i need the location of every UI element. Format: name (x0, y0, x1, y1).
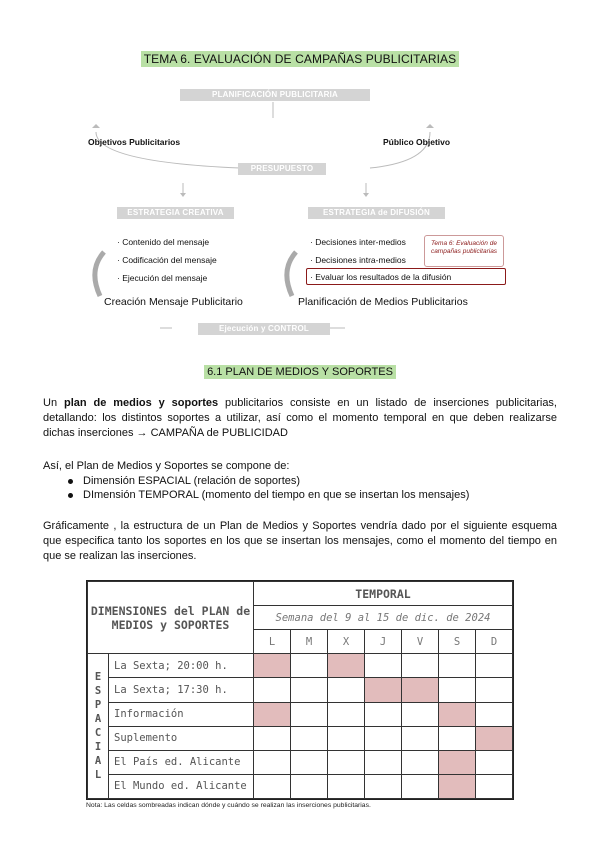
day-header: D (476, 630, 513, 654)
insertion-cell (402, 702, 439, 726)
insertion-cell (291, 750, 328, 774)
table-row (88, 750, 513, 774)
espacial-letter: E (94, 671, 102, 684)
espacial-letter: P (94, 699, 102, 712)
table-row (88, 702, 513, 726)
insertion-cell (365, 726, 402, 750)
dimensions-header: DIMENSIONES del PLAN de MEDIOS y SOPORTES (88, 582, 254, 654)
insertion-cell-shaded (439, 702, 476, 726)
presupuesto-box: PRESUPUESTO (238, 163, 326, 175)
insertion-cell (328, 774, 365, 798)
insertion-cell (476, 702, 513, 726)
insertion-cell (328, 726, 365, 750)
insertion-cell (328, 678, 365, 702)
planificacion-box: PLANIFICACIÓN PUBLICITARIA (180, 89, 370, 101)
insertion-cell (402, 750, 439, 774)
media-plan-table (86, 580, 514, 800)
insertion-cell-shaded (365, 678, 402, 702)
ejecucion-box: Ejecución y CONTROL (198, 323, 330, 335)
insertion-cell (291, 774, 328, 798)
insertion-cell (402, 726, 439, 750)
creativa-item: · Ejecución del mensaje (117, 273, 208, 283)
paragraph-compone: Así, el Plan de Medios y Soportes se compone de: (43, 460, 290, 472)
section-title: 6.1 PLAN DE MEDIOS Y SOPORTES (0, 366, 600, 378)
day-header: X (328, 630, 365, 654)
support-cell: La Sexta; 20:00 h. (109, 654, 254, 678)
tema6-callout: Tema 6: Evaluación de campañas publicitarias (424, 235, 504, 267)
espacial-label (88, 654, 109, 799)
insertion-cell (328, 702, 365, 726)
bold-term: plan de medios y soportes (63, 397, 219, 409)
table-row (88, 774, 513, 798)
creativa-item: · Codificación del mensaje (117, 255, 217, 265)
insertion-cell (291, 702, 328, 726)
difusion-item: · Decisiones inter-medios (310, 237, 406, 247)
day-header: S (439, 630, 476, 654)
difusion-item: · Decisiones intra-medios (310, 255, 406, 265)
objetivos-label: Objetivos Publicitarios (88, 137, 181, 147)
publico-label: Público Objetivo (383, 137, 451, 147)
day-header: J (365, 630, 402, 654)
insertion-cell (439, 678, 476, 702)
insertion-cell (402, 774, 439, 798)
insertion-cell-shaded (439, 750, 476, 774)
insertion-cell (476, 774, 513, 798)
insertion-cell (439, 726, 476, 750)
insertion-cell (476, 678, 513, 702)
paragraph-plan: Un plan de medios y soportes publicitarios consiste en un listado de inserciones publicitarias, detallando: los distintos soportes a utilizar, así como el momento temporal en que deben realizarse dichas inserciones → CAMPAÑA de PUBLICIDAD (43, 397, 557, 439)
insertion-cell-shaded (439, 774, 476, 798)
insertion-cell (365, 750, 402, 774)
insertion-cell (291, 654, 328, 678)
insertion-cell (365, 654, 402, 678)
dimension-list (60, 474, 469, 502)
espacial-letter: A (94, 713, 102, 726)
insertion-cell-shaded (254, 654, 291, 678)
difusion-item-evaluar: · Evaluar los resultados de la difusión (306, 268, 506, 285)
planificacion-medios-label: Planificación de Medios Publicitarios (298, 296, 468, 308)
list-item: DImensión TEMPORAL (momento del tiempo en que se insertan los mensajes) (60, 488, 469, 502)
estrategia-creativa-box: ESTRATEGIA CREATIVA (117, 207, 234, 219)
creativa-item: · Contenido del mensaje (117, 237, 210, 247)
support-cell: El País ed. Alicante (109, 750, 254, 774)
table-row (88, 678, 513, 702)
insertion-cell-shaded (476, 726, 513, 750)
insertion-cell (254, 750, 291, 774)
estrategia-difusion-box: ESTRATEGIA de DIFUSIÓN (308, 207, 445, 219)
espacial-letter: C (94, 727, 102, 740)
insertion-cell-shaded (254, 702, 291, 726)
insertion-cell (402, 654, 439, 678)
temporal-header: TEMPORAL (254, 582, 513, 606)
insertion-cell (328, 750, 365, 774)
insertion-cell (365, 702, 402, 726)
list-item: Dimensión ESPACIAL (relación de soportes) (60, 474, 469, 488)
week-header: Semana del 9 al 15 de dic. de 2024 (254, 606, 513, 630)
day-header: L (254, 630, 291, 654)
paragraph-grafico: Gráficamente , la estructura de un Plan de Medios y Soportes vendría dado por el siguiente esquema que especifica tanto los soportes en los que se insertan los mensajes, como el momento del tiempo en que se realizan las inserciones. (43, 520, 557, 562)
insertion-cell (476, 750, 513, 774)
insertion-cell (476, 654, 513, 678)
insertion-cell (291, 726, 328, 750)
day-header: V (402, 630, 439, 654)
insertion-cell-shaded (328, 654, 365, 678)
insertion-cell (254, 774, 291, 798)
espacial-letter: L (94, 769, 102, 782)
creacion-label: Creación Mensaje Publicitario (104, 296, 243, 308)
insertion-cell (254, 678, 291, 702)
table-row (88, 654, 513, 678)
table-row (88, 726, 513, 750)
espacial-letter: I (94, 741, 102, 754)
support-cell: Información (109, 702, 254, 726)
document-title: TEMA 6. EVALUACIÓN DE CAMPAÑAS PUBLICITARIAS (0, 52, 600, 66)
support-cell: Suplemento (109, 726, 254, 750)
insertion-cell (365, 774, 402, 798)
espacial-letter: S (94, 685, 102, 698)
support-cell: El Mundo ed. Alicante (109, 774, 254, 798)
espacial-letter: A (94, 755, 102, 768)
insertion-cell (439, 654, 476, 678)
day-header: M (291, 630, 328, 654)
insertion-cell (291, 678, 328, 702)
support-cell: La Sexta; 17:30 h. (109, 678, 254, 702)
insertion-cell-shaded (402, 678, 439, 702)
insertion-cell (254, 726, 291, 750)
table-note: Nota: Las celdas sombreadas indican dónde y cuándo se realizan las inserciones publicitarias. (86, 802, 371, 809)
